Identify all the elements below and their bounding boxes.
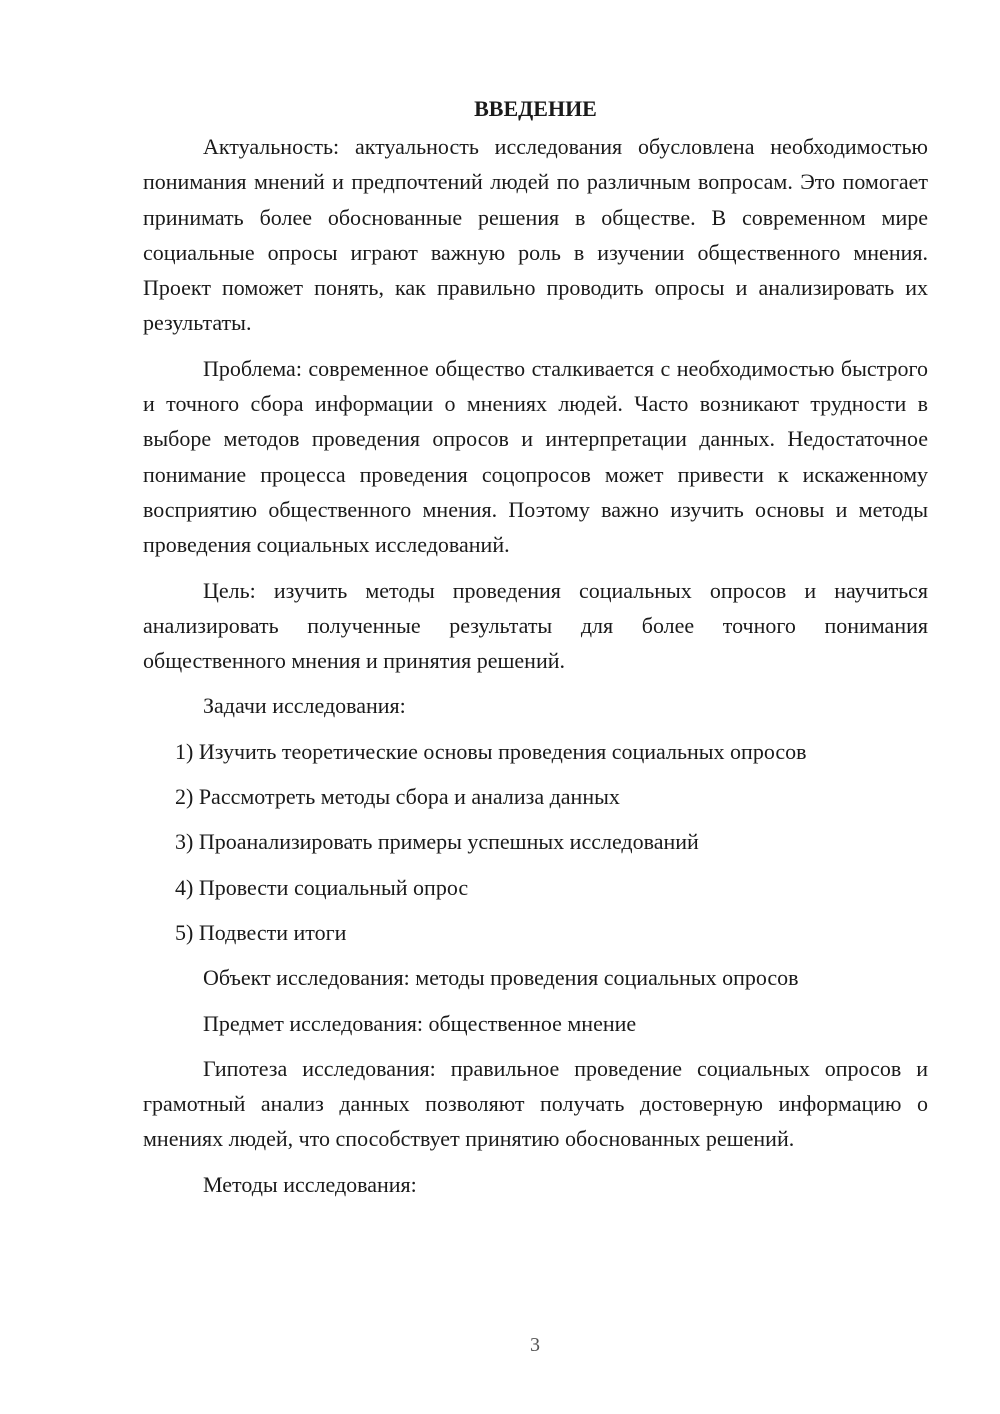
problem-paragraph: Проблема: современное общество сталкивается с необходимостью быстрого и точного сбора информации о мнениях людей. Часто возникают трудности в выборе методов проведения опросов и интерпретации данных. Недостаточное понимание процесса проведения соцопросов может привести к искаженному восприятию общественного мнения. Поэтому важно изучить основы и методы проведения социальных исследований. [143,355,928,558]
page-title: ВВЕДЕНИЕ [474,96,597,121]
task-item-2: 2) Рассмотреть методы сбора и анализа данных [175,784,620,810]
methods-heading: Методы исследования: [203,1171,417,1197]
tasks-heading: Задачи исследования: [203,693,406,719]
document-page [143,94,928,1212]
relevance-paragraph: Актуальность: актуальность исследования обусловлена необходимостью понимания мнений и предпочтений людей по различным вопросам. Это помогает принимать более обоснованные решения в обществе. В современном мире социальные опросы играют важную роль в изучении общественного мнения. Проект поможет понять, как правильно проводить опросы и анализировать их результаты. [143,134,928,336]
subject-line: Предмет исследования: общественное мнение [203,1010,637,1036]
page-number: 3 [530,1334,540,1356]
hypothesis-paragraph: Гипотеза исследования: правильное проведение социальных опросов и грамотный анализ данных позволяют получать достоверную информацию о мнениях людей, что способствует принятию обоснованных решений. [143,1055,928,1152]
task-item-1: 1) Изучить теоретические основы проведения социальных опросов [175,738,807,764]
task-item-3: 3) Проанализировать примеры успешных исследований [175,829,699,855]
task-item-5: 5) Подвести итоги [175,919,347,945]
goal-paragraph: Цель: изучить методы проведения социальных опросов и научиться анализировать полученные результаты для более точного понимания общественного мнения и принятия решений. [143,577,928,674]
object-line: Объект исследования: методы проведения социальных опросов [203,965,799,991]
task-item-4: 4) Провести социальный опрос [175,874,469,900]
tasks-list [143,734,928,950]
